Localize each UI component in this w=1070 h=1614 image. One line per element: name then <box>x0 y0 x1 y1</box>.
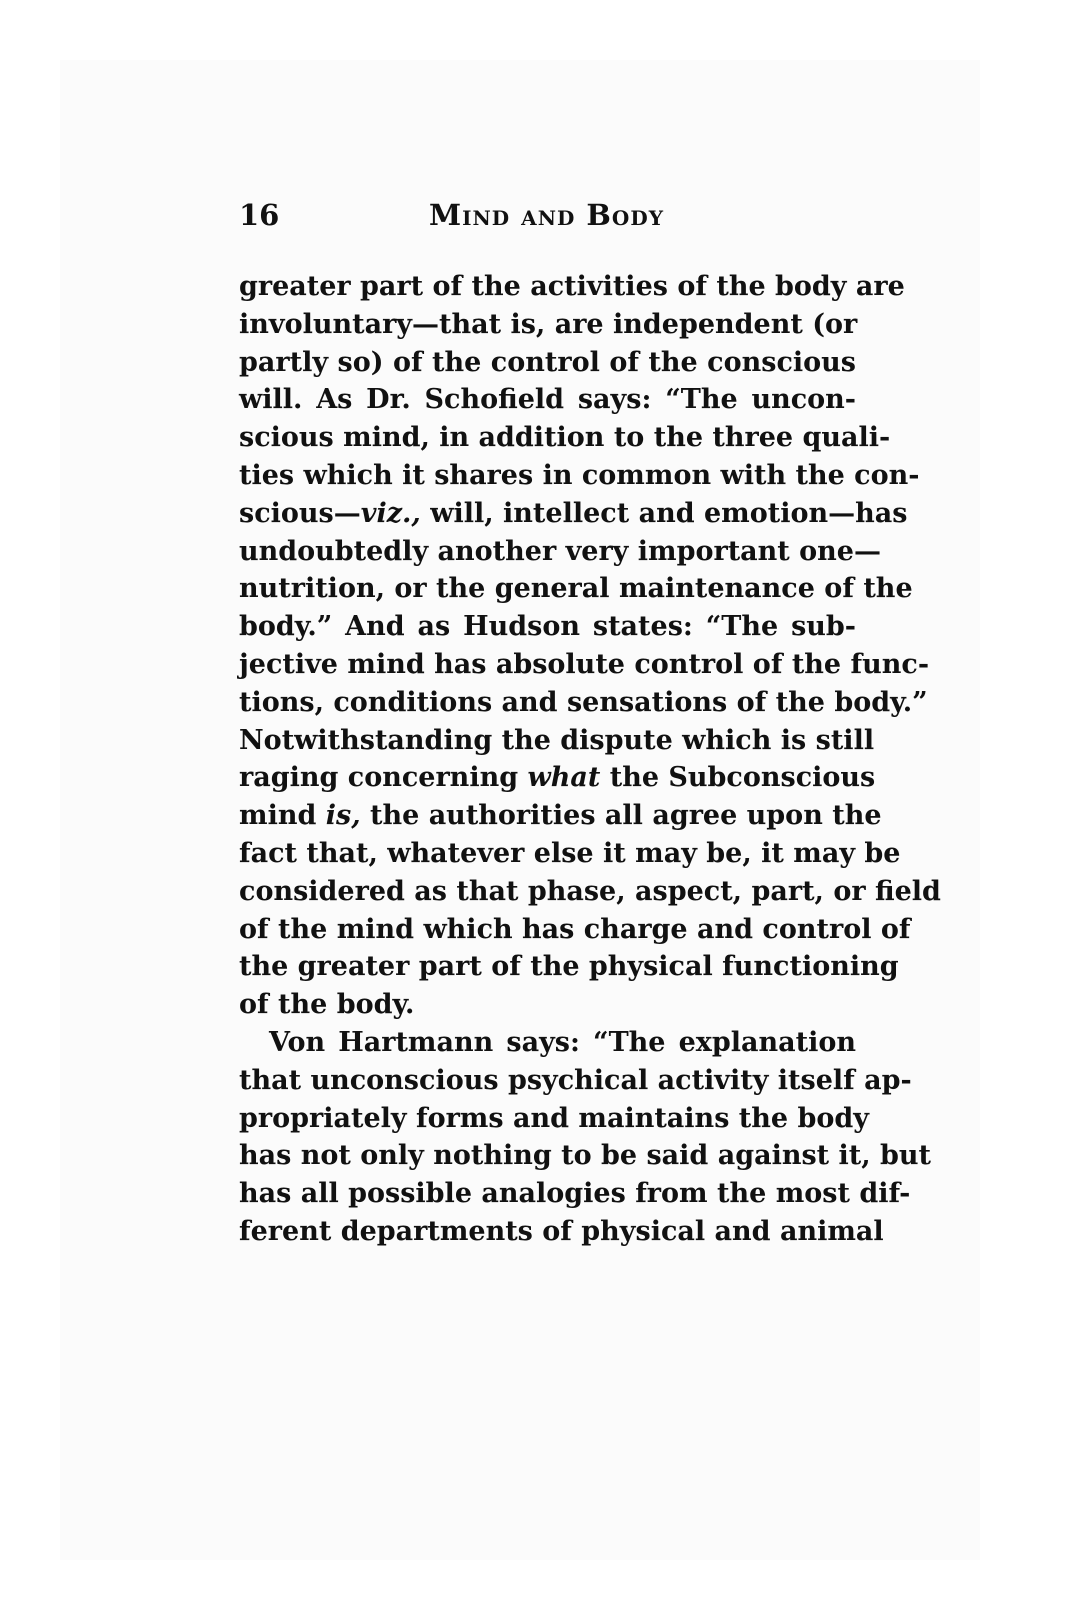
text-line: body.” And as Hudson states: “The sub- <box>239 611 856 643</box>
body-text <box>239 268 941 1251</box>
text-line: Von Hartmann says: “The explanation <box>269 1026 856 1058</box>
text-line: of the body. <box>239 989 415 1021</box>
text-line: greater part of the activities of the body are <box>239 271 905 302</box>
text-line: Notwithstanding the dispute which is still <box>239 724 875 756</box>
text-line: has all possible analogies from the most dif- <box>239 1178 911 1210</box>
text-line: the greater part of the physical functioning <box>239 951 899 983</box>
text-line: will. As Dr. Schofield says: “The uncon- <box>239 384 856 416</box>
text-line: involuntary—that is, are independent (or <box>239 308 858 340</box>
text-line: partly so) of the control of the conscious <box>239 346 856 378</box>
italic-text: viz., <box>360 497 421 529</box>
text-line: considered as that phase, aspect, part, or field <box>239 875 941 907</box>
text-line: raging concerning what the Subconscious <box>239 762 876 794</box>
text-line: that unconscious psychical activity itself ap- <box>239 1064 912 1096</box>
text-line: ties which it shares in common with the con- <box>239 459 920 491</box>
text-line: of the mind which has charge and control of <box>239 913 911 945</box>
text-line: undoubtedly another very important one— <box>239 535 881 567</box>
page-number: 16 <box>239 198 280 232</box>
text-line: has not only nothing to be said against it, but <box>239 1140 932 1172</box>
italic-text: is, <box>325 800 361 832</box>
text-line: ferent departments of physical and animal <box>239 1215 884 1247</box>
text-line: tions, conditions and sensations of the body.” <box>239 686 928 718</box>
text-line: mind is, the authorities all agree upon the <box>239 800 882 832</box>
running-title: Mind and Body <box>429 198 664 232</box>
italic-text: what <box>527 762 601 794</box>
text-line: scious mind, in addition to the three quali- <box>239 422 891 454</box>
text-line: fact that, whatever else it may be, it may be <box>239 837 901 869</box>
text-line: jective mind has absolute control of the func- <box>239 648 930 680</box>
text-line: scious—viz., will, intellect and emotion—has <box>239 497 908 529</box>
text-line: propriately forms and maintains the body <box>239 1102 869 1134</box>
page-header <box>239 198 859 242</box>
text-line: nutrition, or the general maintenance of the <box>239 573 913 605</box>
